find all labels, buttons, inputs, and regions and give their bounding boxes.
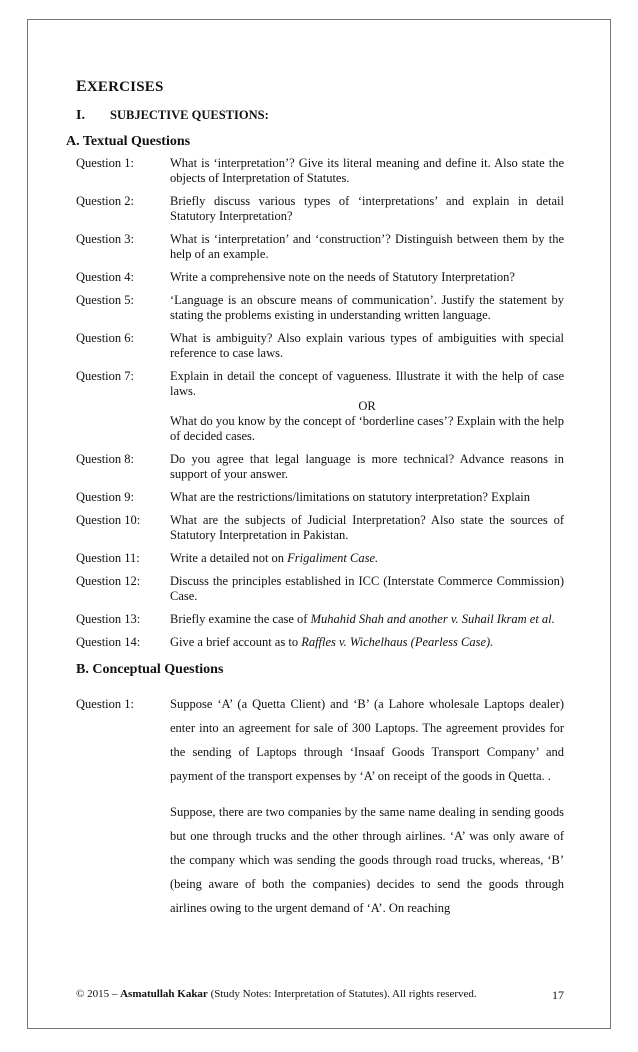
question-text: Explain in detail the concept of vagueness. Illustrate it with the help of case laws. OR What do you know by the concept of ‘borderline cases’? Explain with the help of decided cases. — [170, 369, 564, 443]
case-name: Muhahid Shah and another v. Suhail Ikram et al. — [310, 612, 555, 626]
case-name: Raffles v. Wichelhaus (Pearless Case). — [301, 635, 494, 649]
case-name: Frigaliment Case. — [287, 551, 379, 565]
question-row: Question 13: Briefly examine the case of Muhahid Shah and another v. Suhail Ikram et al. — [76, 612, 555, 626]
question-row: Question 7: Explain in detail the concept of vagueness. Illustrate it with the help of case laws. OR What do you know by the concept of ‘borderline cases’? Explain with the help of decided cases. — [76, 369, 564, 443]
question-row: Question 12: Discuss the principles established in ICC (Interstate Commerce Commission) Case. — [76, 574, 564, 603]
textual-questions-list — [76, 156, 564, 650]
textual-questions-heading: A. Textual Questions — [66, 134, 191, 149]
conceptual-question-row: Question 1: Suppose ‘A’ (a Quetta Client) and ‘B’ (a Lahore wholesale Laptops dealer) enter into an agreement for sale of 300 Laptops. The agreement provides for the sending of Laptops through ‘Insaaf Goods Transport Company’ and payment of the transport expenses by ‘A’ on receipt of the goods in Quetta. . Suppose, there are two companies by the same name dealing in sending goods but one through trucks and the other through airlines. ‘A’ was only aware of the company which was sending the goods through road trucks, whereas, ‘B’ (being aware of both the companies) decides to send the goods through airlines owing to the urgent demand of ‘A’. On reaching — [76, 692, 564, 932]
question-row: Question 8: Do you agree that legal language is more technical? Advance reasons in support of your answer. — [76, 452, 564, 481]
page-content — [66, 78, 564, 932]
page-footer — [76, 988, 564, 1003]
question-row: Question 11: Write a detailed not on Frigaliment Case. — [76, 551, 379, 565]
question-row: Question 10: What are the subjects of Judicial Interpretation? Also state the sources of Statutory Interpretation in Pakistan. — [76, 513, 564, 542]
question-row: Question 9: What are the restrictions/limitations on statutory interpretation? Explain — [76, 490, 530, 504]
question-row: Question 3: What is ‘interpretation’ and ‘construction’? Distinguish between them by the help of an example. — [76, 232, 564, 261]
question-row: Question 2: Briefly discuss various types of ‘interpretations’ and explain in detail Statutory Interpretation? — [76, 194, 564, 223]
conceptual-questions-heading: B. Conceptual Questions — [76, 662, 224, 677]
section-heading: I. SUBJECTIVE QUESTIONS: — [76, 108, 269, 123]
question-row: Question 14: Give a brief account as to Raffles v. Wichelhaus (Pearless Case). — [76, 635, 494, 649]
question-row: Question 6: What is ambiguity? Also explain various types of ambiguities with special reference to case laws. — [76, 331, 564, 360]
exercises-heading: EXERCISES — [76, 78, 164, 95]
question-text: Suppose ‘A’ (a Quetta Client) and ‘B’ (a Lahore wholesale Laptops dealer) enter into an agreement for sale of 300 Laptops. The agreement provides for the sending of Laptops through ‘Insaaf Goods Transport Company’ and payment of the transport expenses by ‘A’ on receipt of the goods in Quetta. . Suppose, there are two companies by the same name dealing in sending goods but one through trucks and the other through airlines. ‘A’ was only aware of the company which was sending the goods through road trucks, whereas, ‘B’ (being aware of both the companies) decides to send the goods through airlines owing to the urgent demand of ‘A’. On reaching — [170, 697, 564, 915]
question-row: Question 1: What is ‘interpretation’? Give its literal meaning and define it. Also state the objects of Interpretation of Statutes. — [76, 156, 564, 185]
question-row: Question 5: ‘Language is an obscure means of communication’. Justify the statement by stating the problems existing in understanding written language. — [76, 293, 564, 322]
or-separator: OR — [358, 399, 376, 413]
page-number: 17 — [552, 988, 564, 1002]
copyright: © 2015 – Asmatullah Kakar (Study Notes: Interpretation of Statutes). All rights reserved. — [76, 988, 477, 1000]
question-row: Question 4: Write a comprehensive note on the needs of Statutory Interpretation? — [76, 270, 515, 284]
